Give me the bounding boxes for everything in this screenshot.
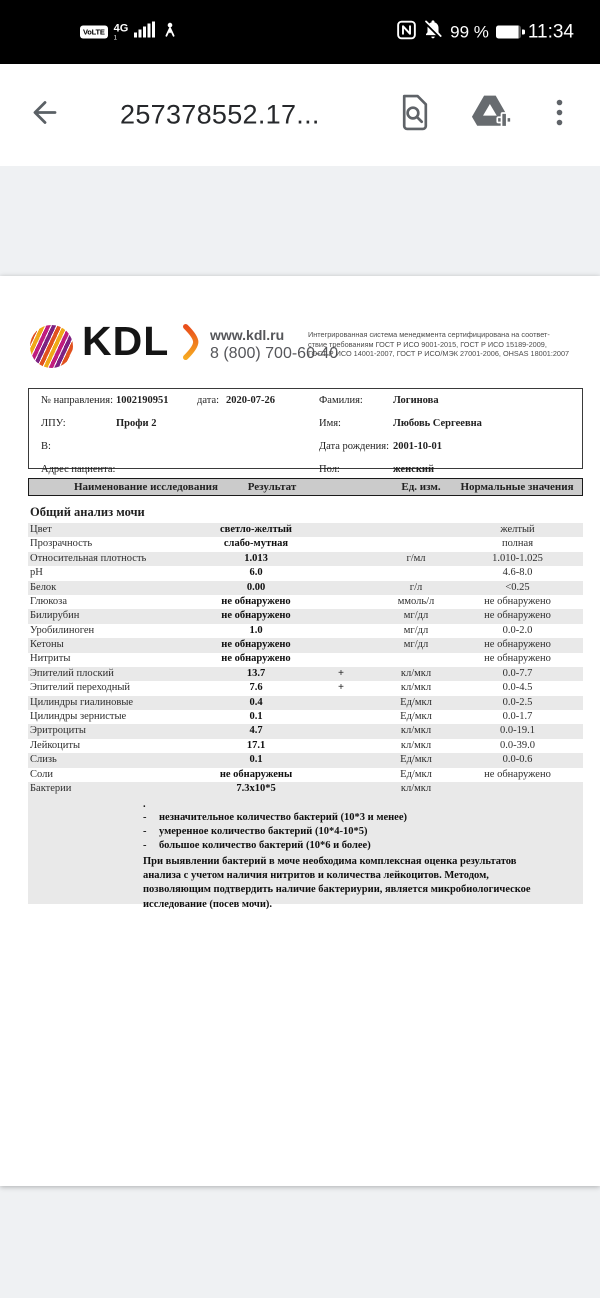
header-result: Результат (247, 480, 297, 493)
row-normal: не обнаружено (484, 639, 551, 651)
volte-badge: VoLTE (80, 26, 108, 39)
table-row (28, 739, 583, 753)
table-row (28, 782, 583, 796)
row-name: Слизь (30, 754, 57, 766)
row-result: 13.7 (246, 667, 266, 679)
row-result: 7.3x10*5 (236, 782, 276, 794)
surname-label: Фамилия: (319, 395, 363, 406)
row-unit: ммоль/л (397, 595, 435, 607)
table-row (28, 609, 583, 623)
battery-percent-label: 99 % (450, 22, 489, 41)
row-name: Билирубин (30, 610, 80, 622)
clock-label: 11:34 (527, 21, 574, 42)
row-normal: желтый (500, 523, 535, 535)
row-flag: + (338, 667, 344, 679)
surname-value: Логинова (393, 395, 439, 406)
patient-row (29, 415, 582, 435)
table-row (28, 595, 583, 609)
row-name: Бактерии (30, 782, 72, 794)
kdl-chevron-icon (183, 323, 200, 366)
row-name: pH (30, 567, 43, 579)
row-name: Цвет (30, 523, 52, 535)
table-row (28, 681, 583, 695)
header-unit: Ед. изм. (401, 480, 441, 493)
bullet-text: незначительное количество бактерий (10*3 и менее) (159, 812, 408, 823)
row-name: Эпителий переходный (30, 682, 131, 694)
row-normal: 0.0-2.5 (502, 696, 533, 708)
row-result: 1.0 (249, 624, 263, 636)
birth-value: 2001-10-01 (393, 441, 442, 452)
comment-bullets (143, 811, 583, 854)
signal-strength-icon (134, 22, 155, 43)
patient-row (29, 438, 582, 458)
address-label: Адрес пациента: (41, 464, 116, 475)
row-unit: кл/мкл (400, 682, 432, 694)
lpu-value: Профи 2 (116, 418, 157, 429)
table-row (28, 523, 583, 537)
row-result: 0.1 (249, 711, 263, 723)
row-name: Белок (30, 581, 57, 593)
section-title: Общий анализ мочи (30, 505, 145, 519)
row-unit: г/мл (406, 552, 426, 564)
row-name: Цилиндры гиалиновые (30, 696, 134, 708)
row-result: не обнаружено (221, 595, 291, 607)
bullet-dash: - (143, 826, 147, 838)
table-row (28, 638, 583, 652)
patient-info-box (28, 388, 583, 475)
pdf-page (0, 276, 600, 1186)
row-name: Эритроциты (30, 725, 86, 737)
sex-value: женский (393, 464, 434, 475)
comment-bullet (143, 839, 583, 853)
row-name: Соли (30, 768, 53, 780)
v-label: В: (41, 441, 51, 452)
row-normal: 4.6-8.0 (502, 567, 533, 579)
row-unit: кл/мкл (400, 725, 432, 737)
notifications-muted-icon (423, 20, 443, 45)
table-row (28, 768, 583, 782)
table-row (28, 667, 583, 681)
row-result: не обнаружено (221, 610, 291, 622)
ref-label: № направления: (41, 395, 114, 406)
row-unit: Ед/мкл (400, 754, 432, 766)
row-name: Глюкоза (30, 595, 67, 607)
row-normal: 0.0-19.1 (500, 725, 535, 737)
row-name: Прозрачность (30, 538, 93, 550)
row-name: Эпителий плоский (30, 667, 114, 679)
row-normal: 0.0-39.0 (500, 739, 535, 751)
row-unit: Ед/мкл (400, 696, 432, 708)
row-result: не обнаружено (221, 639, 291, 651)
row-unit: кл/мкл (400, 667, 432, 679)
header-normal: Нормальные значения (460, 480, 574, 493)
row-normal: 0.0-2.0 (502, 624, 533, 636)
kdl-logo-text: KDL (82, 318, 170, 364)
status-right-cluster (397, 20, 574, 45)
row-result: 7.6 (249, 682, 263, 694)
kdl-phone: 8 (800) 700-60-40 (210, 345, 339, 362)
row-normal: <0.25 (505, 581, 530, 593)
lpu-label: ЛПУ: (41, 418, 66, 429)
row-result: 1.013 (244, 552, 268, 564)
row-unit: г/л (409, 581, 423, 593)
row-unit: Ед/мкл (400, 768, 432, 780)
results-table-header (28, 478, 583, 496)
row-unit: мг/дл (403, 624, 429, 636)
results-table-body (28, 523, 583, 796)
firstname-value: Любовь Сергеевна (393, 418, 482, 429)
date-label: дата: (197, 395, 220, 406)
table-row (28, 537, 583, 551)
table-row (28, 710, 583, 724)
firstname-label: Имя: (319, 418, 341, 429)
row-flag: + (338, 682, 344, 694)
row-result: 17.1 (246, 739, 266, 751)
comments-block (28, 796, 583, 910)
row-result: 4.7 (249, 725, 263, 737)
table-row (28, 581, 583, 595)
document-title: 257378552.17... (120, 99, 320, 130)
comment-bullet (143, 811, 583, 825)
table-row (28, 724, 583, 738)
row-normal: 0.0-1.7 (502, 711, 533, 723)
overflow-menu-button[interactable] (556, 99, 563, 131)
back-button[interactable] (28, 98, 58, 133)
network-indicator (114, 23, 129, 41)
row-unit: мг/дл (403, 610, 429, 622)
cert-line: ствие требованиям ГОСТ Р ИСО 9001-2015, ГОСТ Р ИСО 15189-2009, (308, 339, 547, 349)
location-icon (164, 22, 176, 42)
certification-text (308, 330, 592, 359)
header-name: Наименование исследования (74, 480, 218, 493)
row-result: 0.4 (249, 696, 263, 708)
cert-line: ГОСТ Р ИСО 14001-2007, ГОСТ Р ИСО/МЭК 27001-2006, OHSAS 18001:2007 (308, 349, 570, 359)
table-row (28, 653, 583, 667)
row-name: Нитриты (30, 653, 71, 665)
network-type-label: 4G (113, 22, 129, 34)
sim-indicator: 1 (113, 35, 117, 41)
row-normal: 1.010-1.025 (492, 552, 543, 564)
kdl-website: www.kdl.ru (210, 327, 285, 343)
table-row (28, 753, 583, 767)
row-name: Кетоны (30, 639, 64, 651)
ref-value: 1002190951 (116, 395, 169, 406)
table-row (28, 566, 583, 580)
row-normal: не обнаружено (484, 653, 551, 665)
row-normal: 0.0-7.7 (502, 667, 533, 679)
row-normal: полная (501, 538, 534, 550)
row-result: 6.0 (249, 567, 263, 579)
status-left-cluster (80, 22, 176, 43)
row-normal: 0.0-4.5 (502, 682, 533, 694)
row-result: слабо-мутная (223, 538, 289, 550)
row-unit: мг/дл (403, 639, 429, 651)
row-unit: кл/мкл (400, 782, 432, 794)
sex-label: Пол: (319, 464, 340, 475)
status-bar (0, 0, 600, 64)
row-normal: 0.0-0.6 (502, 754, 533, 766)
table-row (28, 552, 583, 566)
bullet-text: большое количество бактерий (10*6 и более) (159, 840, 371, 852)
patient-row (29, 392, 582, 412)
comment-bullet (143, 825, 583, 839)
row-result: 0.00 (246, 581, 266, 593)
row-normal: не обнаружено (484, 768, 551, 780)
row-result: не обнаружены (219, 768, 293, 780)
find-in-document-button[interactable] (398, 94, 431, 136)
bullet-text: умеренное количество бактерий (10*4-10*5) (159, 826, 368, 838)
cert-line: Интегрированная система менеджмента сертифицирована на соответ- (308, 330, 550, 339)
bullet-dash: - (143, 812, 147, 823)
row-result: 0.1 (249, 754, 263, 766)
comment-note: При выявлении бактерий в моче необходима комплексная оценка результатов анализа с учетом наличия нитритов и количества лейкоцитов. Методом, позволяющим подтвердить наличие бактериурии, является микробиологическое исследование (посев мочи). (143, 855, 531, 910)
comment-dot: . (143, 799, 146, 810)
row-result: не обнаружено (221, 653, 291, 665)
row-name: Лейкоциты (30, 739, 81, 751)
birth-label: Дата рождения: (319, 441, 390, 452)
row-name: Уробилиноген (30, 624, 95, 636)
row-unit: кл/мкл (400, 739, 432, 751)
date-value: 2020-07-26 (226, 395, 275, 406)
row-normal: не обнаружено (484, 595, 551, 607)
nfc-icon (397, 20, 416, 44)
table-row (28, 696, 583, 710)
pdf-viewer-area[interactable] (0, 166, 600, 1298)
bullet-dash: - (143, 840, 147, 852)
kdl-logo-sphere (30, 325, 73, 368)
table-row (28, 624, 583, 638)
row-unit: Ед/мкл (400, 711, 432, 723)
row-normal: не обнаружено (484, 610, 551, 622)
app-toolbar (0, 64, 600, 166)
row-name: Цилиндры зернистые (30, 711, 127, 723)
row-result: светло-желтый (220, 523, 292, 535)
row-name: Относительная плотность (30, 552, 147, 564)
battery-icon (496, 26, 521, 39)
add-to-drive-button[interactable] (470, 94, 514, 137)
